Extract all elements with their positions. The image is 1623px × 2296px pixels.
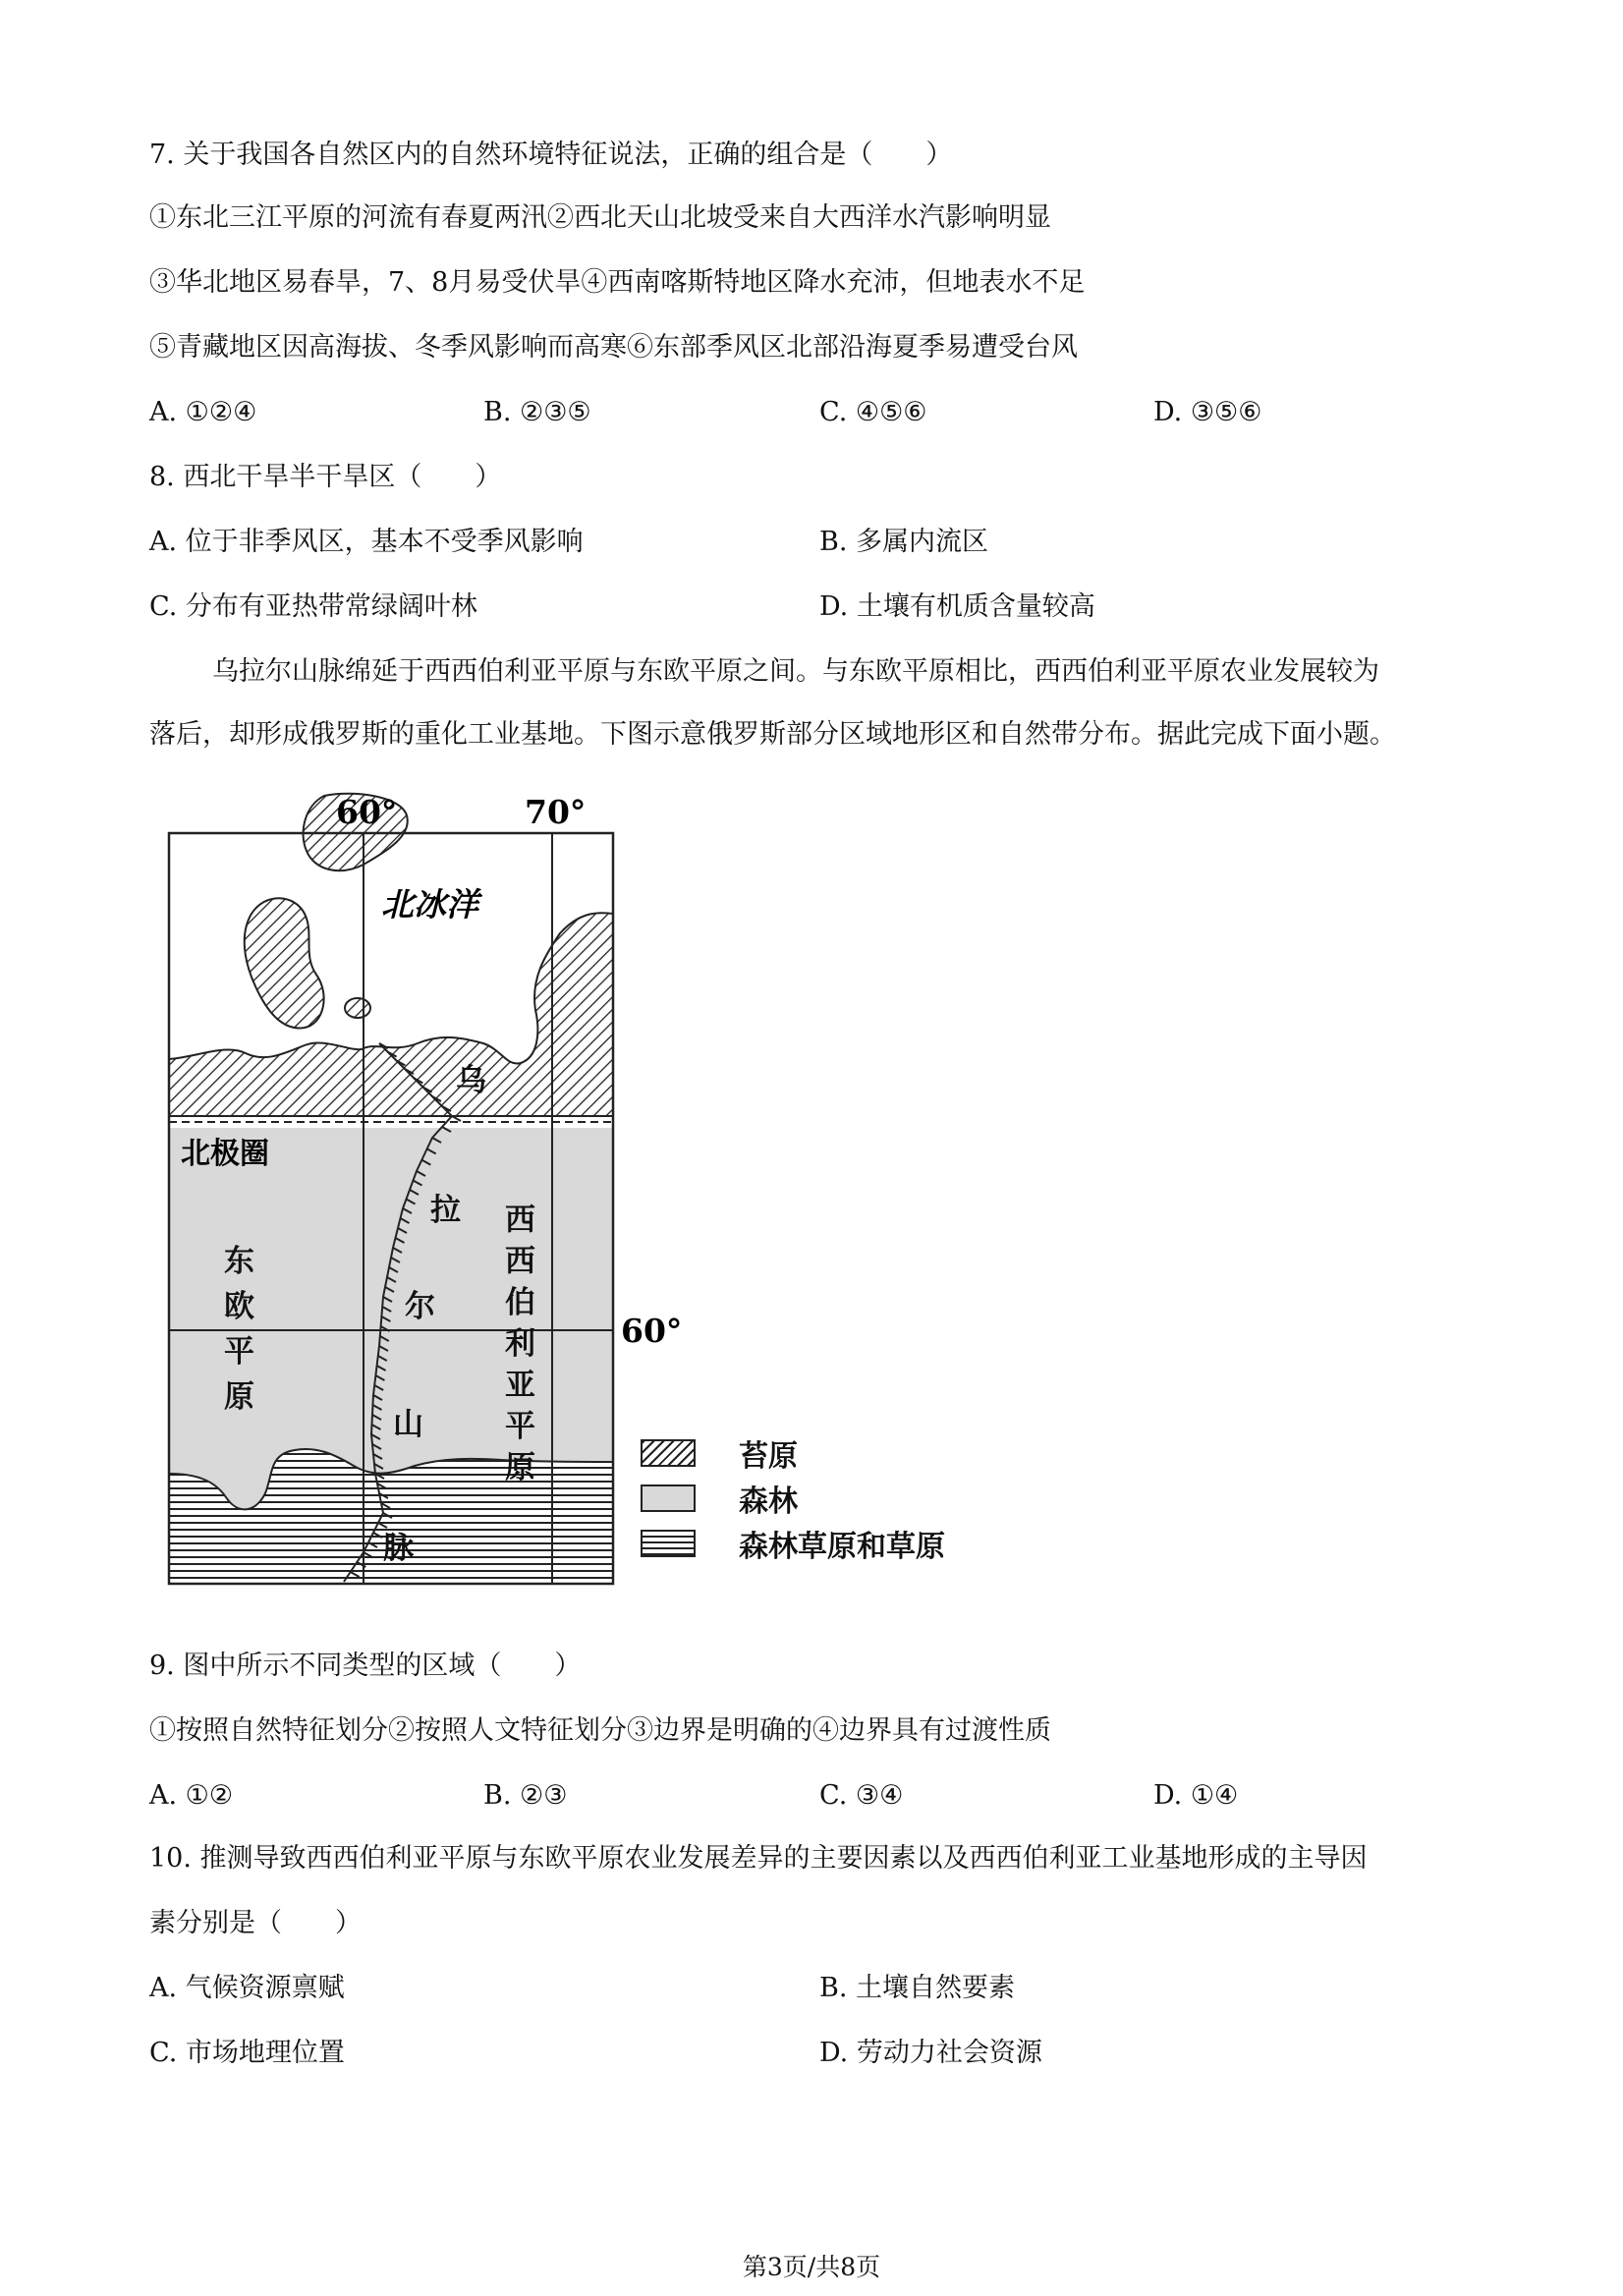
tundra-zone <box>169 913 613 1116</box>
q10-option-d: D. 劳动力社会资源 <box>819 2038 1042 2068</box>
q7-stem: 7. 关于我国各自然区内的自然环境特征说法，正确的组合是（ ） <box>149 140 953 170</box>
west-plain-char: 利 <box>505 1326 535 1362</box>
arctic-circle-label: 北极圈 <box>181 1137 269 1171</box>
legend-forest <box>641 1482 798 1519</box>
legend-tundra <box>641 1436 798 1474</box>
ural-char: 山 <box>393 1407 423 1442</box>
q10-option-c: C. 市场地理位置 <box>149 2038 345 2068</box>
q7-option-b: B. ②③⑤ <box>483 397 591 427</box>
west-plain-char: 亚 <box>505 1368 535 1403</box>
q9-option-c: C. ③④ <box>819 1780 904 1811</box>
reading-passage <box>149 641 1485 766</box>
passage-line-2: 落后，却形成俄罗斯的重化工业基地。下图示意俄罗斯部分区域地形区和自然带分布。据此完成下面小题。 <box>149 719 1396 750</box>
russia-region-map <box>147 786 776 1601</box>
q10-option-b: B. 土壤自然要素 <box>819 1973 1016 2003</box>
ural-char: 拉 <box>430 1193 461 1228</box>
q7-option-c: C. ④⑤⑥ <box>819 397 927 427</box>
west-plain-char: 平 <box>505 1409 535 1444</box>
q9-option-a: A. ①② <box>149 1780 234 1811</box>
legend-label: 森林 <box>739 1484 798 1519</box>
q8-stem: 8. 西北干旱半干旱区（ ） <box>149 462 502 492</box>
q7-statement-3: ⑤青藏地区因高海拔、冬季风影响而高寒⑥东部季风区北部沿海夏季易遭受台风 <box>149 332 1078 363</box>
q7-option-a: A. ①②④ <box>149 397 257 427</box>
east-plain-char: 东 <box>224 1244 254 1279</box>
q10-option-a: A. 气候资源禀赋 <box>149 1973 345 2003</box>
q10-stem-line-1: 10. 推测导致西西伯利亚平原与东欧平原农业发展差异的主要因素以及西西伯利亚工业基地形成的主导因 <box>149 1843 1368 1874</box>
lon-60-label: 60° <box>336 793 398 831</box>
ural-char: 尔 <box>405 1289 435 1324</box>
q9-statement: ①按照自然特征划分②按照人文特征划分③边界是明确的④边界具有过渡性质 <box>149 1715 1051 1746</box>
legend-label: 苔原 <box>739 1439 798 1474</box>
lon-70-label: 70° <box>525 793 587 831</box>
tundra-island <box>345 998 370 1018</box>
tundra-island <box>245 898 324 1028</box>
q8-option-b: B. 多属内流区 <box>819 527 989 557</box>
q8-option-c: C. 分布有亚热带常绿阔叶林 <box>149 591 477 622</box>
east-plain-char: 原 <box>224 1379 254 1415</box>
q7-option-d: D. ③⑤⑥ <box>1153 397 1262 427</box>
q8-option-d: D. 土壤有机质含量较高 <box>819 591 1095 622</box>
lat-60-label: 60° <box>621 1312 683 1350</box>
legend-steppe <box>641 1527 945 1564</box>
forest-swatch <box>641 1484 696 1512</box>
q8-option-a: A. 位于非季风区，基本不受季风影响 <box>149 527 584 557</box>
passage-line-1: 乌拉尔山脉绵延于西西伯利亚平原与东欧平原之间。与东欧平原相比，西西伯利亚平原农业发展较为 <box>212 656 1379 687</box>
arctic-ocean-label: 北冰洋 <box>381 885 478 924</box>
q7-statement-2: ③华北地区易春旱，7、8月易受伏旱④西南喀斯特地区降水充沛，但地表水不足 <box>149 267 1086 298</box>
q7-statement-1: ①东北三江平原的河流有春夏两汛②西北天山北坡受来自大西洋水汽影响明显 <box>149 202 1051 233</box>
west-plain-char: 西 <box>505 1203 535 1238</box>
legend-label: 森林草原和草原 <box>739 1530 945 1564</box>
ural-char: 乌 <box>456 1063 486 1098</box>
east-plain-char: 欧 <box>224 1289 254 1324</box>
q9-option-b: B. ②③ <box>483 1780 568 1811</box>
q10-stem-line-2: 素分别是（ ） <box>149 1908 362 1938</box>
west-plain-char: 原 <box>505 1450 535 1485</box>
west-plain-char: 伯 <box>505 1285 535 1320</box>
east-plain-char: 平 <box>224 1334 254 1370</box>
west-plain-char: 西 <box>505 1244 535 1279</box>
page-number: 第3页/共8页 <box>742 2253 881 2281</box>
ural-char: 脉 <box>383 1531 414 1566</box>
steppe-swatch <box>641 1530 696 1557</box>
q9-option-d: D. ①④ <box>1153 1780 1239 1811</box>
tundra-swatch <box>641 1439 696 1467</box>
q9-stem: 9. 图中所示不同类型的区域（ ） <box>149 1651 582 1681</box>
